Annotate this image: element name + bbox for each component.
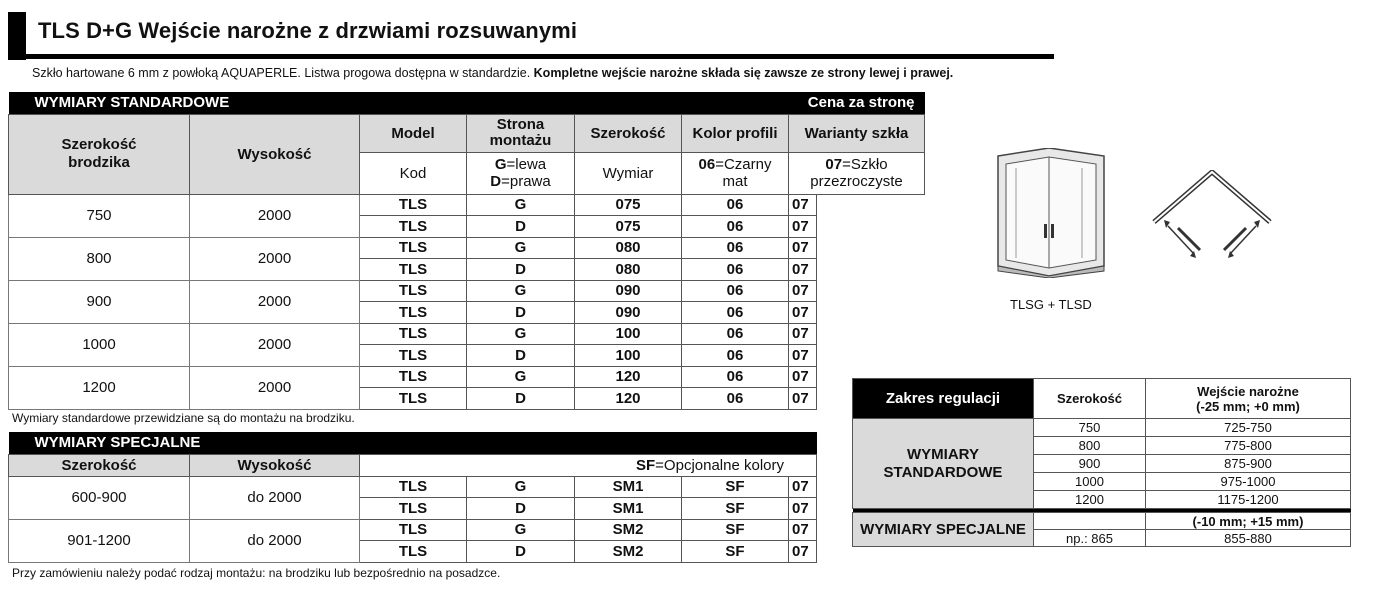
standard-width-cell: 1200 (9, 366, 190, 409)
standard-color-cell: 06 (682, 259, 789, 281)
range-standard-label: WYMIARY STANDARDOWE (853, 419, 1034, 509)
range-special-row (853, 513, 1351, 530)
range-col-entry: Wejście narożne (-25 mm; +0 mm) (1146, 379, 1351, 419)
standard-height-cell: 2000 (190, 323, 360, 366)
range-special-entry: 855-880 (1146, 530, 1351, 547)
standard-side-cell: G (467, 280, 575, 302)
standard-dimensions-table (8, 92, 925, 410)
range-width-cell: 800 (1034, 437, 1146, 455)
standard-height-cell: 2000 (190, 237, 360, 280)
adjustment-range-table (852, 378, 1351, 547)
empty-cell (817, 323, 925, 345)
special-size-cell: SM2 (575, 541, 682, 563)
page-title: TLS D+G Wejście narożne z drzwiami rozsuwanymi (38, 18, 578, 43)
standard-side-cell: G (467, 194, 575, 216)
table-row (9, 280, 925, 302)
standard-width-cell: 750 (9, 194, 190, 237)
standard-color-cell: 06 (682, 366, 789, 388)
standard-side-cell: D (467, 302, 575, 324)
range-col-width: Szerokość (1034, 379, 1146, 419)
standard-note: Wymiary standardowe przewidziane są do montażu na brodziku. (12, 411, 355, 425)
special-side-cell: G (467, 476, 575, 498)
col-model-head: Model (360, 114, 467, 152)
standard-color-cell: 06 (682, 302, 789, 324)
table-row (9, 519, 817, 541)
standard-size-cell: 100 (575, 345, 682, 367)
standard-model-cell: TLS (360, 302, 467, 324)
standard-width-cell: 1000 (9, 323, 190, 366)
special-header-title: WYMIARY SPECJALNE (9, 432, 817, 454)
standard-color-cell: 06 (682, 388, 789, 410)
price-per-side-label: Cena za stronę (682, 92, 925, 114)
subtitle-plain: Szkło hartowane 6 mm z powłoką AQUAPERLE. Listwa progowa dostępna w standardzie. (32, 66, 534, 80)
special-model-cell: TLS (360, 476, 467, 498)
standard-glass-cell: 07 (789, 366, 817, 388)
standard-model-cell: TLS (360, 280, 467, 302)
special-side-cell: D (467, 498, 575, 520)
standard-width-cell: 800 (9, 237, 190, 280)
subtitle-bold: Kompletne wejście narożne składa się zawsze ze strony lewej i prawej. (533, 66, 954, 80)
standard-glass-cell: 07 (789, 259, 817, 281)
range-entry-cell: 1175-1200 (1146, 491, 1351, 509)
range-special-blank (1034, 513, 1146, 530)
range-special-sub: (-10 mm; +15 mm) (1146, 513, 1351, 530)
standard-side-cell: G (467, 323, 575, 345)
special-color-cell: SF (682, 498, 789, 520)
standard-color-cell: 06 (682, 280, 789, 302)
special-color-cell: SF (682, 541, 789, 563)
special-glass-cell: 07 (789, 541, 817, 563)
sub-model: Kod (360, 152, 467, 194)
standard-side-cell: D (467, 388, 575, 410)
title-accent-bar (8, 12, 26, 60)
standard-size-cell: 075 (575, 194, 682, 216)
standard-header-row (9, 92, 925, 114)
standard-size-cell: 120 (575, 388, 682, 410)
special-glass-cell: 07 (789, 476, 817, 498)
range-special-label: WYMIARY SPECJALNE (853, 513, 1034, 547)
table-row (9, 237, 925, 259)
sub-side: G=lewa D=prawa (467, 152, 575, 194)
standard-size-cell: 090 (575, 280, 682, 302)
special-size-cell: SM1 (575, 498, 682, 520)
standard-color-cell: 06 (682, 216, 789, 238)
shower-cabin-image (994, 148, 1109, 278)
image-caption: TLSG + TLSD (1010, 297, 1092, 312)
standard-glass-cell: 07 (789, 237, 817, 259)
range-entry-cell: 775-800 (1146, 437, 1351, 455)
col-width-head: Szerokość brodzika (9, 114, 190, 194)
standard-glass-cell: 07 (789, 194, 817, 216)
range-special-width: np.: 865 (1034, 530, 1146, 547)
standard-size-cell: 120 (575, 366, 682, 388)
range-width-cell: 900 (1034, 455, 1146, 473)
special-sf-legend: SF=Opcjonalne kolory (360, 454, 817, 476)
special-note: Przy zamówieniu należy podać rodzaj montażu: na brodziku lub bezpośrednio na posadzce. (12, 566, 501, 580)
standard-colhead-row (9, 114, 925, 152)
plan-view-image (1150, 170, 1280, 265)
standard-side-cell: G (467, 237, 575, 259)
special-glass-cell: 07 (789, 498, 817, 520)
special-width-cell: 901-1200 (9, 519, 190, 562)
standard-glass-cell: 07 (789, 323, 817, 345)
range-width-cell: 750 (1034, 419, 1146, 437)
standard-size-cell: 100 (575, 323, 682, 345)
col-glass-head: Warianty szkła (789, 114, 925, 152)
sub-size: Wymiar (575, 152, 682, 194)
standard-model-cell: TLS (360, 345, 467, 367)
standard-model-cell: TLS (360, 388, 467, 410)
standard-color-cell: 06 (682, 345, 789, 367)
col-size-head: Szerokość (575, 114, 682, 152)
standard-color-cell: 06 (682, 194, 789, 216)
col-side-head: Strona montażu (467, 114, 575, 152)
standard-glass-cell: 07 (789, 302, 817, 324)
standard-size-cell: 080 (575, 237, 682, 259)
range-entry-cell: 975-1000 (1146, 473, 1351, 491)
special-color-cell: SF (682, 519, 789, 541)
standard-model-cell: TLS (360, 323, 467, 345)
sub-color: 06=Czarny mat (682, 152, 789, 194)
empty-cell (817, 259, 925, 281)
range-entry-cell: 725-750 (1146, 419, 1351, 437)
standard-side-cell: G (467, 366, 575, 388)
standard-model-cell: TLS (360, 259, 467, 281)
standard-side-cell: D (467, 345, 575, 367)
standard-side-cell: D (467, 216, 575, 238)
table-row (9, 323, 925, 345)
range-title: Zakres regulacji (853, 379, 1034, 419)
range-width-cell: 1000 (1034, 473, 1146, 491)
standard-size-cell: 090 (575, 302, 682, 324)
special-height-cell: do 2000 (190, 476, 360, 519)
range-row (853, 419, 1351, 437)
standard-glass-cell: 07 (789, 388, 817, 410)
standard-model-cell: TLS (360, 237, 467, 259)
col-height-head: Wysokość (190, 114, 360, 194)
special-header-row (9, 432, 817, 454)
special-color-cell: SF (682, 476, 789, 498)
standard-size-cell: 080 (575, 259, 682, 281)
standard-model-cell: TLS (360, 216, 467, 238)
standard-height-cell: 2000 (190, 366, 360, 409)
empty-cell (817, 237, 925, 259)
standard-model-cell: TLS (360, 194, 467, 216)
standard-height-cell: 2000 (190, 194, 360, 237)
range-header-row (853, 379, 1351, 419)
standard-glass-cell: 07 (789, 280, 817, 302)
empty-cell (817, 216, 925, 238)
table-row (9, 476, 817, 498)
empty-cell (817, 194, 925, 216)
standard-glass-cell: 07 (789, 216, 817, 238)
range-entry-cell: 875-900 (1146, 455, 1351, 473)
special-side-cell: G (467, 519, 575, 541)
standard-height-cell: 2000 (190, 280, 360, 323)
range-width-cell: 1200 (1034, 491, 1146, 509)
standard-color-cell: 06 (682, 323, 789, 345)
special-width-cell: 600-900 (9, 476, 190, 519)
subtitle (32, 66, 953, 80)
special-model-cell: TLS (360, 519, 467, 541)
standard-glass-cell: 07 (789, 345, 817, 367)
standard-model-cell: TLS (360, 366, 467, 388)
empty-cell (817, 302, 925, 324)
standard-width-cell: 900 (9, 280, 190, 323)
sub-glass: 07=Szkło przezroczyste (789, 152, 925, 194)
standard-size-cell: 075 (575, 216, 682, 238)
special-col-width: Szerokość (9, 454, 190, 476)
standard-color-cell: 06 (682, 237, 789, 259)
special-col-height: Wysokość (190, 454, 360, 476)
empty-cell (817, 280, 925, 302)
table-row (9, 366, 925, 388)
special-glass-cell: 07 (789, 519, 817, 541)
col-color-head: Kolor profili (682, 114, 789, 152)
special-size-cell: SM2 (575, 519, 682, 541)
special-model-cell: TLS (360, 541, 467, 563)
standard-side-cell: D (467, 259, 575, 281)
title-block (8, 12, 1054, 60)
special-side-cell: D (467, 541, 575, 563)
special-colhead-row (9, 454, 817, 476)
empty-cell (817, 345, 925, 367)
special-height-cell: do 2000 (190, 519, 360, 562)
special-model-cell: TLS (360, 498, 467, 520)
table-row (9, 194, 925, 216)
special-size-cell: SM1 (575, 476, 682, 498)
special-dimensions-table (8, 432, 817, 563)
standard-header-title: WYMIARY STANDARDOWE (9, 92, 682, 114)
title-underline (8, 54, 1054, 59)
